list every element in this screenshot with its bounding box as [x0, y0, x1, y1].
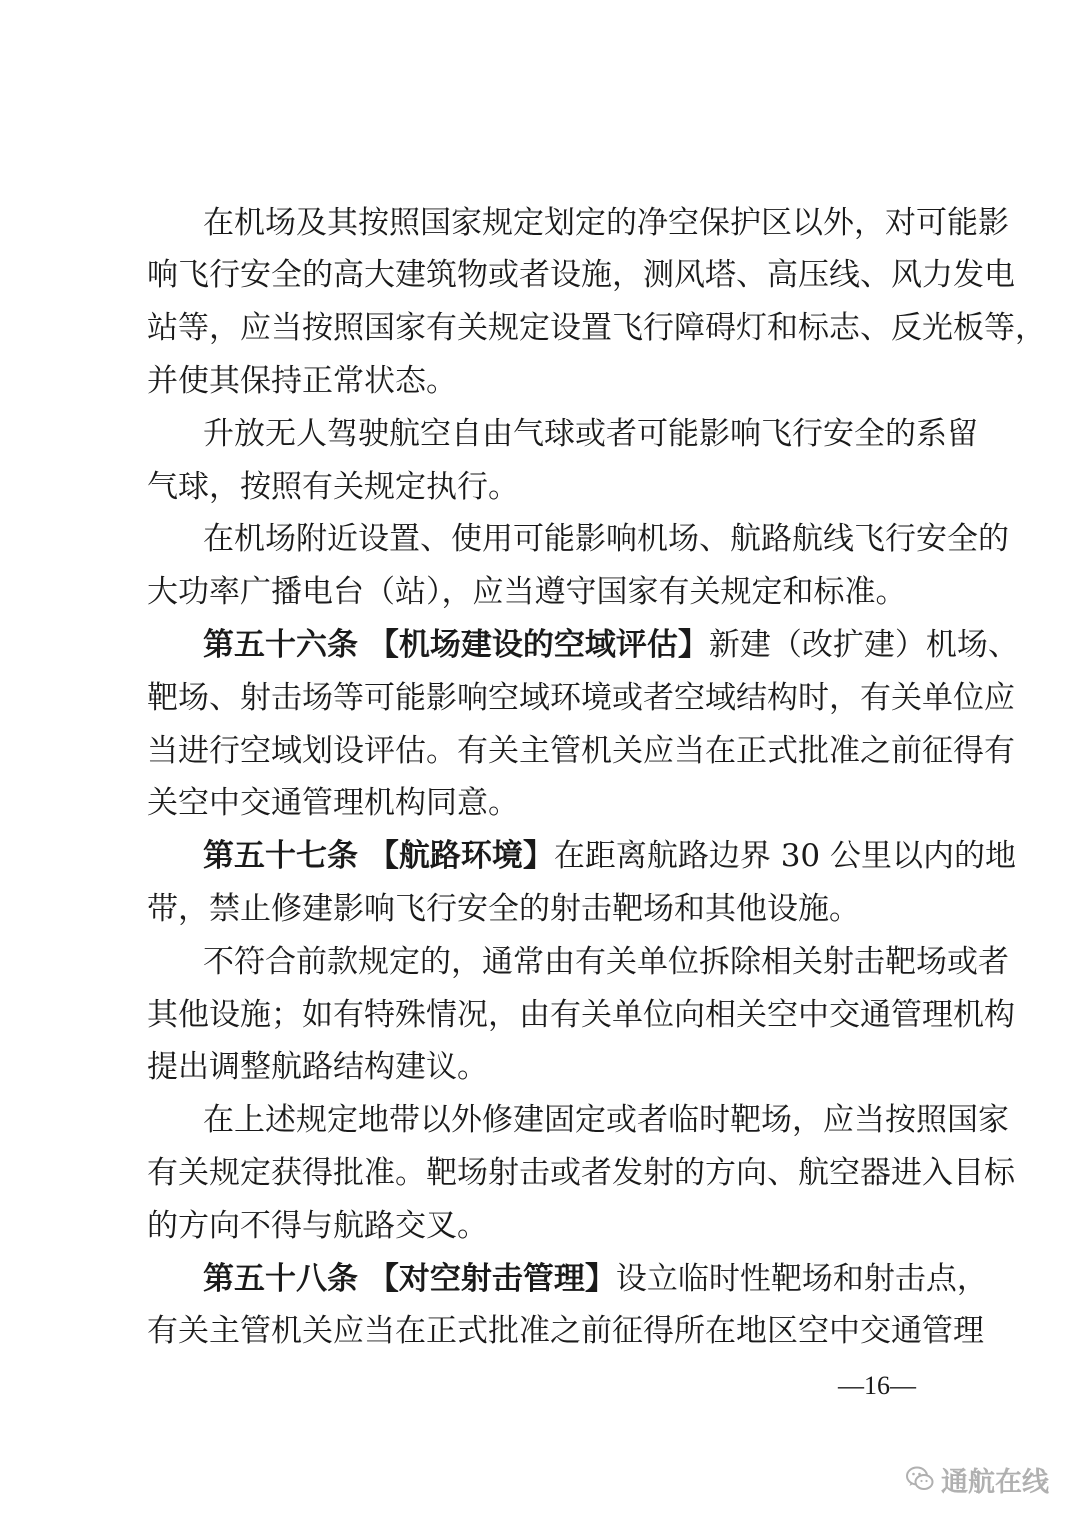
paragraph-line: 响飞行安全的高大建筑物或者设施，测风塔、高压线、风力发电: [147, 257, 1015, 293]
paragraph-line: 气球，按照有关规定执行。: [147, 469, 519, 505]
watermark: [905, 1459, 1049, 1499]
article-58-text: 设立临时性靶场和射击点，: [615, 1261, 988, 1297]
wechat-icon: [905, 1464, 935, 1494]
paragraph-line: 不符合前款规定的，通常由有关单位拆除相关射击靶场或者: [203, 944, 1009, 980]
paragraph-line: 有关主管机关应当在正式批准之前征得所在地区空中交通管理: [147, 1313, 984, 1349]
article-58-first-line: [203, 1259, 988, 1299]
article-56-text: 新建（改扩建）机场、: [708, 627, 1019, 663]
paragraph-line: 靶场、射击场等可能影响空域环境或者空域结构时，有关单位应: [147, 680, 1015, 716]
paragraph-line: 在机场附近设置、使用可能影响机场、航路航线飞行安全的: [203, 521, 1009, 557]
article-57-heading: 第五十七条: [203, 838, 358, 874]
paragraph-line: 的方向不得与航路交叉。: [147, 1208, 488, 1244]
paragraph-line: 大功率广播电台（站），应当遵守国家有关规定和标准。: [147, 574, 907, 610]
paragraph-line: 在机场及其按照国家规定划定的净空保护区以外，对可能影: [203, 205, 1009, 241]
article-57-first-line: [203, 836, 1017, 876]
paragraph-line: 站等，应当按照国家有关规定设置飞行障碍灯和标志、反光板等，: [147, 310, 1046, 346]
paragraph-line: 关空中交通管理机构同意。: [147, 785, 519, 821]
article-57-text: 在距离航路边界 30 公里以内的地: [553, 838, 1017, 874]
paragraph-line: 并使其保持正常状态。: [147, 363, 457, 399]
paragraph-line: 当进行空域划设评估。有关主管机关应当在正式批准之前征得有: [147, 733, 1015, 769]
paragraph-line: 升放无人驾驶航空自由气球或者可能影响飞行安全的系留: [203, 416, 978, 452]
article-56-title: 【机场建设的空域评估】: [367, 627, 709, 663]
paragraph-line: 在上述规定地带以外修建固定或者临时靶场，应当按照国家: [203, 1102, 1009, 1138]
paragraph-line: 提出调整航路结构建议。: [147, 1049, 488, 1085]
paragraph-line: 带，禁止修建影响飞行安全的射击靶场和其他设施。: [147, 891, 860, 927]
article-56-heading: 第五十六条: [203, 627, 358, 663]
page-number: —16—: [838, 1371, 916, 1400]
article-56-first-line: [203, 625, 1019, 665]
article-58-heading: 第五十八条: [203, 1261, 358, 1297]
article-57-title: 【航路环境】: [367, 838, 554, 874]
article-58-title: 【对空射击管理】: [367, 1261, 616, 1297]
paragraph-line: 有关规定获得批准。靶场射击或者发射的方向、航空器进入目标: [147, 1155, 1015, 1191]
watermark-text: 通航在线: [941, 1466, 1049, 1498]
paragraph-line: 其他设施；如有特殊情况，由有关单位向相关空中交通管理机构: [147, 997, 1015, 1033]
